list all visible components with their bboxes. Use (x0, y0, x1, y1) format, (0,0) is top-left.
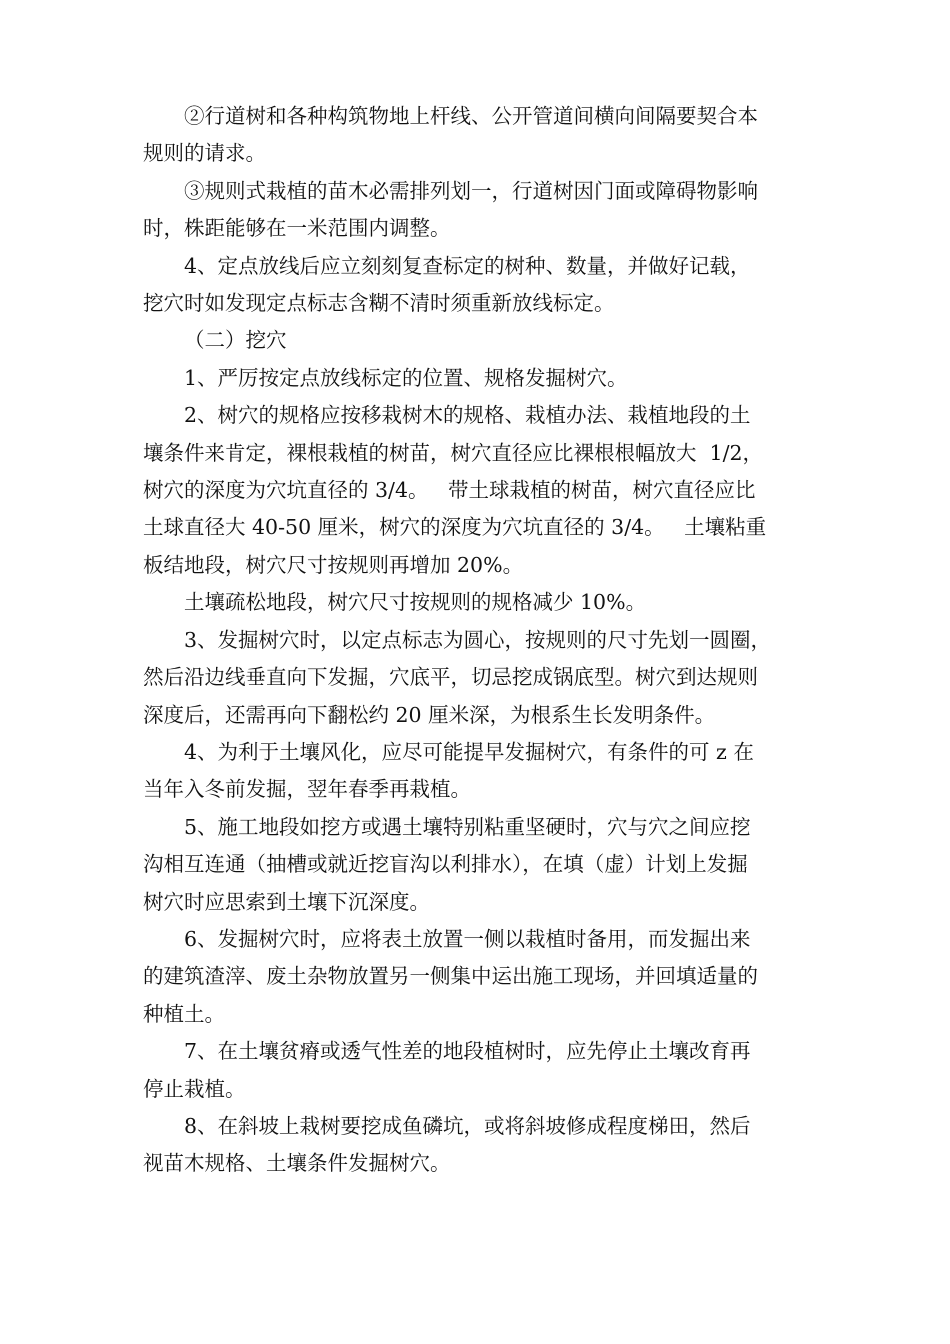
text-line: 挖穴时如发现定点标志含糊不清时须重新放线标定。 (143, 291, 615, 316)
text-line: 的建筑渣滓、废土杂物放置另一侧集中运出施工现场，并回填适量的 (143, 964, 758, 989)
text-line: 土球直径大 40-50 厘米，树穴的深度为穴坑直径的 3/4。 土壤粘重 (143, 515, 767, 540)
text-line: 6、发掘树穴时，应将表土放置一侧以栽植时备用，而发掘出来 (184, 926, 751, 951)
text-line: 视苗木规格、土壤条件发掘树穴。 (143, 1151, 451, 1176)
paragraph-dig-1 (143, 360, 808, 397)
text-line: 深度后，还需再向下翻松约 20 厘米深，为根系生长发明条件。 (143, 702, 716, 727)
text-line: 当年入冬前发掘，翌年春季再栽植。 (143, 777, 471, 802)
text-line: 沟相互连通（抽槽或就近挖盲沟以利排水），在填（虚）计划上发掘 (143, 852, 748, 877)
paragraph-dig-8 (143, 1108, 808, 1183)
paragraph-staking-check (143, 248, 808, 323)
text-line: 7、在土壤贫瘠或透气性差的地段植树时，应先停止土壤改育再 (184, 1039, 751, 1064)
text-line: 4、为利于土壤风化，应尽可能提早发掘树穴，有条件的可 z 在 (184, 739, 754, 764)
text-line: 土壤疏松地段，树穴尺寸按规则的规格减少 10%。 (184, 590, 647, 615)
text-line: 2、树穴的规格应按移栽树木的规格、栽植办法、栽植地段的土 (184, 403, 751, 428)
text-line: 树穴时应思索到土壤下沉深度。 (143, 889, 430, 914)
paragraph-dig-7 (143, 1033, 808, 1108)
paragraph-loose-soil (143, 584, 808, 621)
document-body (143, 98, 808, 1183)
text-line: 板结地段，树穴尺寸按规则再增加 20%。 (143, 552, 524, 577)
paragraph-dig-2 (143, 397, 808, 584)
text-line: 时，株距能够在一米范围内调整。 (143, 216, 451, 241)
text-line: 8、在斜坡上栽树要挖成鱼磷坑，或将斜坡修成程度梯田，然后 (184, 1113, 751, 1138)
text-line: ②行道树和各种构筑物地上杆线、公开管道间横向间隔要契合本 (184, 104, 758, 128)
text-line: 种植土。 (143, 1001, 225, 1026)
section-heading: （二）挖穴 (184, 328, 287, 353)
text-line: ③规则式栽植的苗木必需排列划一，行道树因门面或障碍物影响 (184, 178, 758, 203)
text-line: 3、发掘树穴时，以定点标志为圆心，按规则的尺寸先划一圆圈， (184, 627, 772, 652)
paragraph-clearance-rule (143, 98, 808, 173)
paragraph-regular-planting (143, 173, 808, 248)
text-line: 停止栽植。 (143, 1076, 246, 1101)
paragraph-dig-4 (143, 734, 808, 809)
paragraph-dig-3 (143, 622, 808, 734)
text-line: 壤条件来肯定，裸根栽植的树苗，树穴直径应比裸根根幅放大 1/2， (143, 440, 764, 465)
text-line: 规则的请求。 (143, 141, 266, 166)
paragraph-dig-6 (143, 921, 808, 1033)
paragraph-dig-5 (143, 809, 808, 921)
section-heading-digging (143, 322, 808, 359)
text-line: 然后沿边线垂直向下发掘，穴底平，切忌挖成锅底型。树穴到达规则 (143, 665, 758, 690)
text-line: 4、定点放线后应立刻刻复查标定的树种、数量，并做好记载， (184, 253, 751, 278)
text-line: 5、施工地段如挖方或遇土壤特别粘重坚硬时，穴与穴之间应挖 (184, 814, 751, 839)
text-line: 1、严厉按定点放线标定的位置、规格发掘树穴。 (184, 365, 628, 390)
text-line: 树穴的深度为穴坑直径的 3/4。 带土球栽植的树苗，树穴直径应比 (143, 478, 756, 503)
